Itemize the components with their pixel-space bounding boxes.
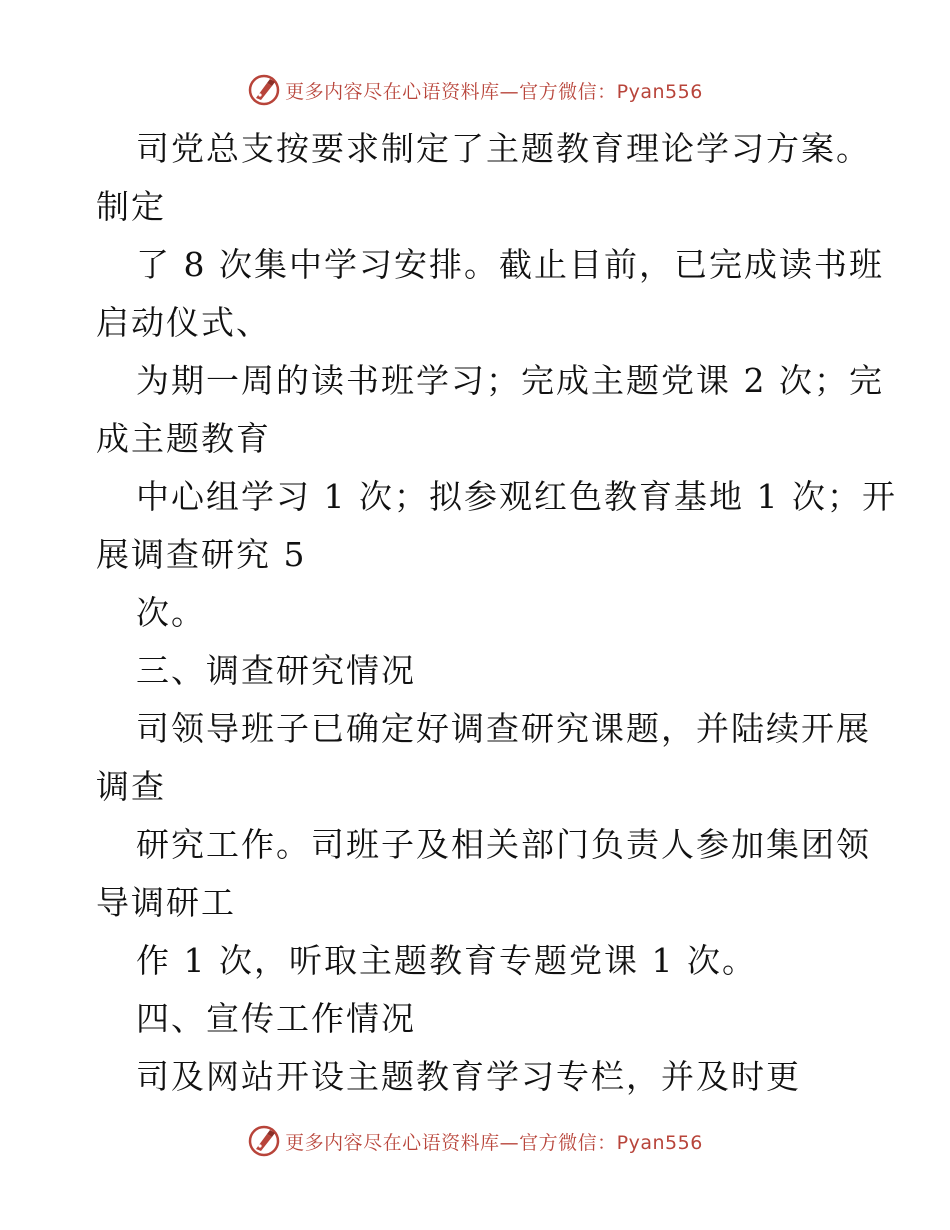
text-line: 司及网站开设主题教育学习专栏，并及时更 <box>136 1057 801 1096</box>
text-line: 作 1 次，听取主题教育专题党课 1 次。 <box>136 941 757 980</box>
text-line: 三、调查研究情况 <box>136 651 416 690</box>
text-line: 为期一周的读书班学习；完成主题党课 2 次；完 <box>136 361 884 400</box>
text-line: 展调查研究 5 <box>96 535 307 574</box>
watermark-text: 更多内容尽在心语资料库—官方微信：Pyan556 <box>285 80 703 103</box>
text-line: 了 8 次集中学习安排。截止目前，已完成读书班 <box>136 245 884 284</box>
header-watermark <box>0 70 950 110</box>
pen-nib-logo-icon <box>247 73 281 107</box>
text-line: 研究工作。司班子及相关部门负责人参加集团领 <box>136 825 871 864</box>
pen-nib-logo-icon <box>247 1124 281 1158</box>
text-line: 四、宣传工作情况 <box>136 999 416 1038</box>
text-line: 启动仪式、 <box>96 303 271 342</box>
text-line: 中心组学习 1 次；拟参观红色教育基地 1 次；开 <box>136 477 897 516</box>
footer-watermark <box>0 1121 950 1161</box>
text-line: 制定 <box>96 187 166 226</box>
text-line: 次。 <box>136 593 206 632</box>
text-line: 导调研工 <box>96 883 236 922</box>
text-line: 调查 <box>96 767 166 806</box>
text-line: 司党总支按要求制定了主题教育理论学习方案。 <box>136 129 871 168</box>
watermark-text: 更多内容尽在心语资料库—官方微信：Pyan556 <box>285 1131 703 1154</box>
text-line: 司领导班子已确定好调查研究课题，并陆续开展 <box>136 709 871 748</box>
document-body <box>96 120 897 1106</box>
text-line: 成主题教育 <box>96 419 271 458</box>
